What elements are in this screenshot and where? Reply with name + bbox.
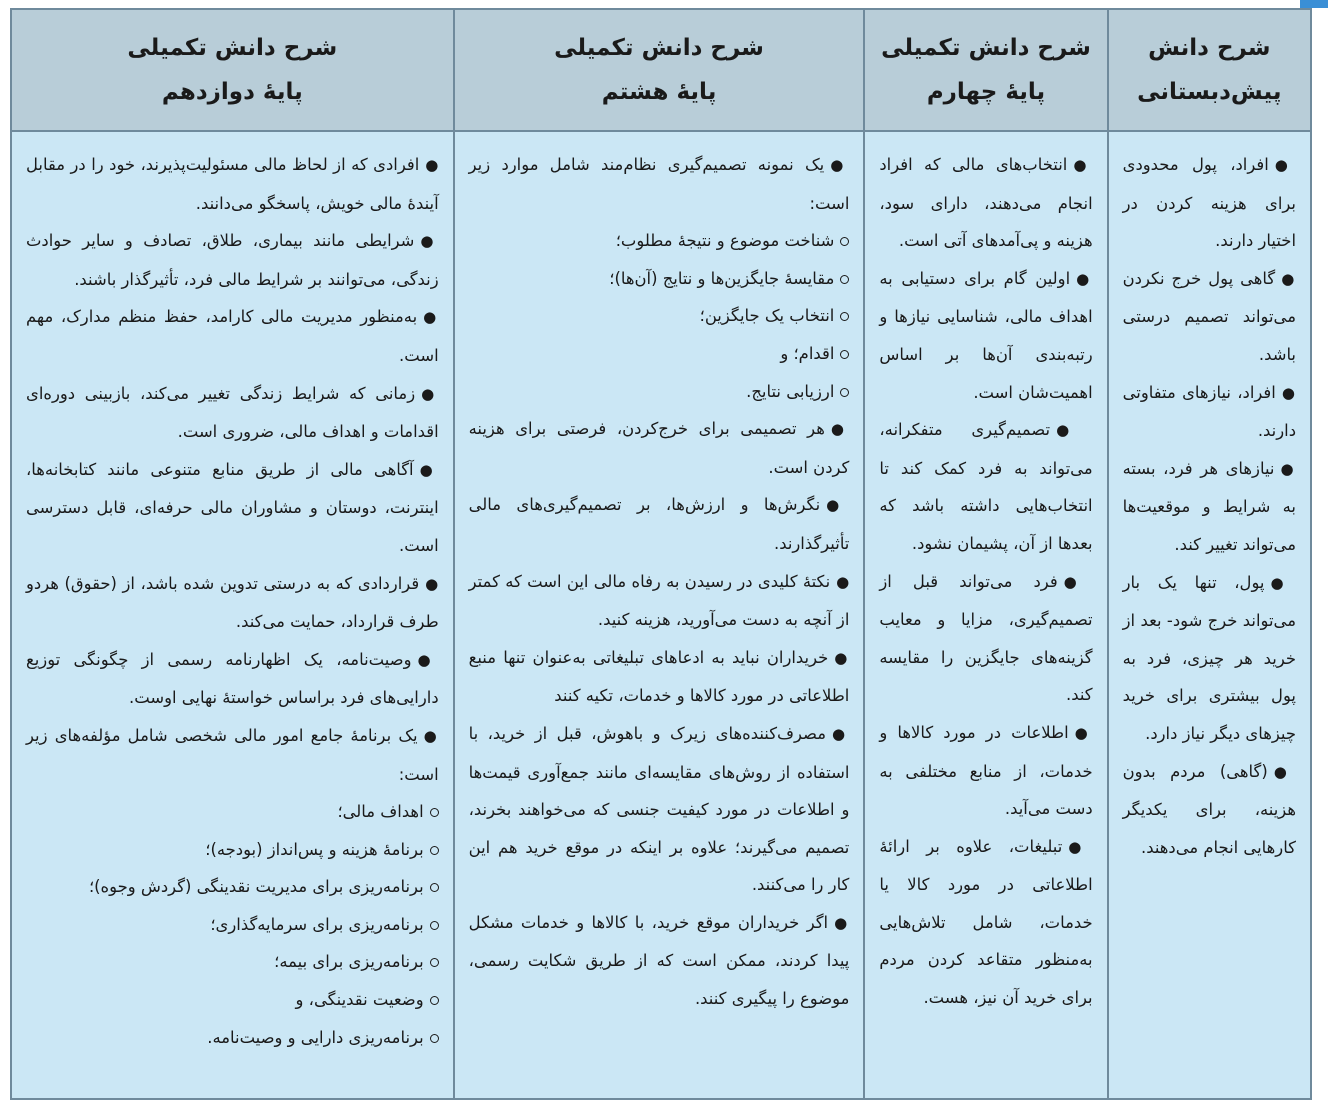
column-header (1109, 10, 1310, 132)
header-line-1: شرح دانش تکمیلی (554, 35, 764, 61)
bullet-icon: ● (425, 156, 439, 174)
column-header (12, 10, 453, 132)
column-grade-8 (453, 10, 864, 1098)
list-item: ●نکتهٔ کلیدی در رسیدن به رفاه مالی این است که کمتر از آنچه به دست می‌آورید، هزینه کنید. (468, 571, 850, 630)
column-grade-12 (12, 10, 453, 1098)
list-item: ●شرایطی مانند بیماری، طلاق، تصادف و سایر حوادث زندگی، می‌توانند بر شرایط مالی فرد، تأثیرگذار باشند. (26, 231, 439, 289)
bullet-icon: ● (1076, 269, 1093, 288)
sub-list-item: مقایسهٔ جایگزین‌ها و نتایج (آن‌ها)؛ (469, 260, 850, 298)
bullet-icon: ● (425, 574, 439, 593)
header-line-1: شرح دانش تکمیلی (881, 35, 1091, 61)
bullet-icon: ● (834, 648, 850, 667)
column-body (455, 132, 864, 1098)
column-preschool (1107, 10, 1310, 1098)
bullet-icon: ● (832, 724, 850, 743)
list-item: ●گاهی پول خرج نکردن می‌تواند تصمیم درستی باشد. (1122, 268, 1297, 364)
sub-list-item: شناخت موضوع و نتیجهٔ مطلوب؛ (469, 222, 850, 260)
sub-list-item: انتخاب یک جایگزین؛ (469, 297, 850, 335)
list-item: ●اگر خریداران موقع خرید، با کالاها و خدمات مشکل پیدا کردند، ممکن است که از طریق شکایت رسمی، موضوع را پیگیری کنند. (468, 912, 850, 1009)
circle-bullet-icon (430, 1034, 439, 1043)
circle-bullet-icon (430, 921, 439, 930)
list-item: ●مصرف‌کننده‌های زیرک و باهوش، قبل از خرید، با استفاده از روش‌های مقایسه‌ای مانند جمع‌آوری قیمت‌ها و اطلاعات در مورد کیفیت جنسی که می‌خواهند بخرند، تصمیم می‌گیرند؛ علاوه بر اینکه در موقع خرید هم این کار را می‌کنند. (468, 723, 850, 895)
bullet-icon: ● (1274, 156, 1296, 174)
bullet-icon: ● (830, 156, 850, 174)
column-body (865, 132, 1106, 1098)
header-line-2: پایهٔ چهارم (926, 79, 1046, 105)
list-item: ●نگرش‌ها و ارزش‌ها، بر تصمیم‌گیری‌های مالی تأثیرگذارند. (468, 495, 850, 553)
bullet-icon: ● (423, 308, 439, 327)
sub-list-item: وضعیت نقدینگی، و (26, 981, 439, 1019)
bullet-icon: ● (1281, 383, 1296, 402)
list-item: ●(گاهی) مردم بدون هزینه، برای یکدیگر کارهایی انجام می‌دهند. (1122, 761, 1296, 857)
bullet-icon: ● (834, 913, 850, 932)
list-item: ●اولین گام برای دستیابی به اهداف مالی، شناسایی نیازها و رتبه‌بندی آن‌ها بر اساس اهمیت‌شان است. (879, 268, 1093, 402)
sub-list-item: اقدام؛ و (469, 335, 850, 373)
corner-accent (1300, 0, 1328, 8)
list-item: ●فرد می‌تواند قبل از تصمیم‌گیری، مزایا و معایب گزینه‌های جایگزین را مقایسه کند. (879, 571, 1093, 705)
circle-bullet-icon (840, 350, 849, 359)
list-item: ●یک برنامهٔ جامع امور مالی شخصی شامل مؤلفه‌های زیر است: (26, 725, 439, 784)
circle-bullet-icon (840, 388, 849, 397)
circle-bullet-icon (840, 275, 849, 284)
circle-bullet-icon (430, 996, 439, 1005)
bullet-icon: ● (1270, 573, 1297, 592)
list-item: ●هر تصمیمی برای خرج‌کردن، فرصتی برای هزینه کردن است. (468, 419, 850, 477)
list-item: ●زمانی که شرایط زندگی تغییر می‌کند، بازبینی دوره‌ای اقدامات و اهداف مالی، ضروری است. (26, 383, 439, 442)
sub-list-item: برنامه‌ریزی برای مدیریت نقدینگی (گردش وجوه)؛ (26, 868, 439, 906)
list-item: ●به‌منظور مدیریت مالی کارامد، حفظ منظم مدارک، مهم است. (26, 307, 439, 365)
list-item: ●افرادی که از لحاظ مالی مسئولیت‌پذیرند، خود را در مقابل آیندهٔ مالی خویش، پاسخگو می‌دانند. (26, 155, 439, 213)
bullet-icon: ● (830, 420, 850, 439)
bullet-icon: ● (423, 726, 439, 745)
column-body (1109, 132, 1310, 1098)
bullet-icon: ● (1063, 572, 1093, 591)
bullet-icon: ● (1056, 421, 1093, 440)
sub-list-item: برنامه‌ریزی برای سرمایه‌گذاری؛ (26, 906, 439, 944)
sub-list-item: ارزیابی نتایج. (469, 373, 850, 411)
list-item: ●وصیت‌نامه، یک اظهارنامه رسمی از چگونگی توزیع دارایی‌های فرد براساس خواستهٔ نهایی اوست. (26, 649, 439, 708)
list-item: ●افراد، پول محدودی برای هزینه کردن در اختیار دارند. (1122, 155, 1296, 251)
column-header (865, 10, 1106, 132)
bullet-icon: ● (1074, 723, 1093, 742)
list-item: ●پول، تنها یک بار می‌تواند خرج شود- بعد از خرید هر چیزی، فرد به پول بیشتری برای خرید چیزهای دیگر نیاز دارد. (1122, 572, 1297, 743)
list-item: ●خریداران نباید به ادعاهای تبلیغاتی به‌عنوان تنها منبع اطلاعاتی در مورد کالاها و خدمات، تکیه کنند (468, 647, 850, 706)
column-grade-4 (863, 10, 1106, 1098)
circle-bullet-icon (430, 808, 439, 817)
circle-bullet-icon (430, 846, 439, 855)
list-item: ●تبلیغات، علاوه بر ارائهٔ اطلاعاتی در مورد کالا یا خدمات، شامل تلاش‌هایی به‌منظور متقاعد کردن مردم برای خرید آن نیز، هست. (879, 836, 1093, 1008)
bullet-icon: ● (421, 384, 439, 403)
bullet-icon: ● (1068, 837, 1093, 856)
header-line-2: پایهٔ هشتم (601, 79, 717, 105)
header-line-1: شرح دانش تکمیلی (127, 35, 338, 61)
column-header (455, 10, 864, 132)
circle-bullet-icon (430, 883, 439, 892)
bullet-icon: ● (1073, 156, 1093, 174)
list-item: ●قراردادی که به درستی تدوین شده باشد، از (حقوق) هردو طرف قرارداد، حمایت می‌کند. (26, 573, 439, 632)
bullet-icon: ● (417, 650, 439, 669)
list-item: ●نیازهای هر فرد، بسته به شرایط و موقعیت‌ها می‌تواند تغییر کند. (1122, 458, 1296, 554)
list-item: ●انتخاب‌های مالی که افراد انجام می‌دهند، دارای سود، هزینه و پی‌آمدهای آتی است. (879, 155, 1093, 251)
column-body (12, 132, 453, 1098)
circle-bullet-icon (430, 958, 439, 967)
header-line-1: شرح دانش (1148, 35, 1271, 61)
list-item: ●یک نمونه تصمیم‌گیری نظام‌مند شامل موارد زیر است: (468, 155, 850, 213)
bullet-icon: ● (420, 232, 439, 251)
list-item: ●تصمیم‌گیری متفکرانه، می‌تواند به فرد کمک کند تا انتخاب‌هایی داشته باشد که بعدها از آن، پشیمان نشود. (879, 420, 1093, 553)
circle-bullet-icon (840, 312, 849, 321)
list-item: ●اطلاعات در مورد کالاها و خدمات، از منابع مختلفی به دست می‌آید. (879, 722, 1093, 819)
sub-list-item: برنامه‌ریزی دارایی و وصیت‌نامه. (26, 1019, 439, 1057)
bullet-icon: ● (1281, 269, 1297, 288)
sub-list-item: اهداف مالی؛ (26, 793, 439, 831)
circle-bullet-icon (840, 237, 849, 246)
sub-list-item: برنامهٔ هزینه و پس‌انداز (بودجه)؛ (26, 831, 439, 869)
bullet-icon: ● (1280, 459, 1296, 478)
sub-list-item: برنامه‌ریزی برای بیمه؛ (26, 943, 439, 981)
list-item: ●آگاهی مالی از طریق منابع متنوعی مانند کتابخانه‌ها، اینترنت، دوستان و مشاوران مالی حرفه‌ای، قابل دسترسی است. (26, 459, 439, 555)
bullet-icon: ● (836, 572, 850, 591)
header-line-2: پیش‌دبستانی (1137, 79, 1282, 105)
bullet-icon: ● (1273, 762, 1296, 781)
header-line-2: پایهٔ دوازدهم (161, 79, 303, 105)
bullet-icon: ● (419, 460, 439, 479)
list-item: ●افراد، نیازهای متفاوتی دارند. (1122, 382, 1296, 441)
bullet-icon: ● (826, 496, 850, 515)
knowledge-table (10, 8, 1312, 1100)
